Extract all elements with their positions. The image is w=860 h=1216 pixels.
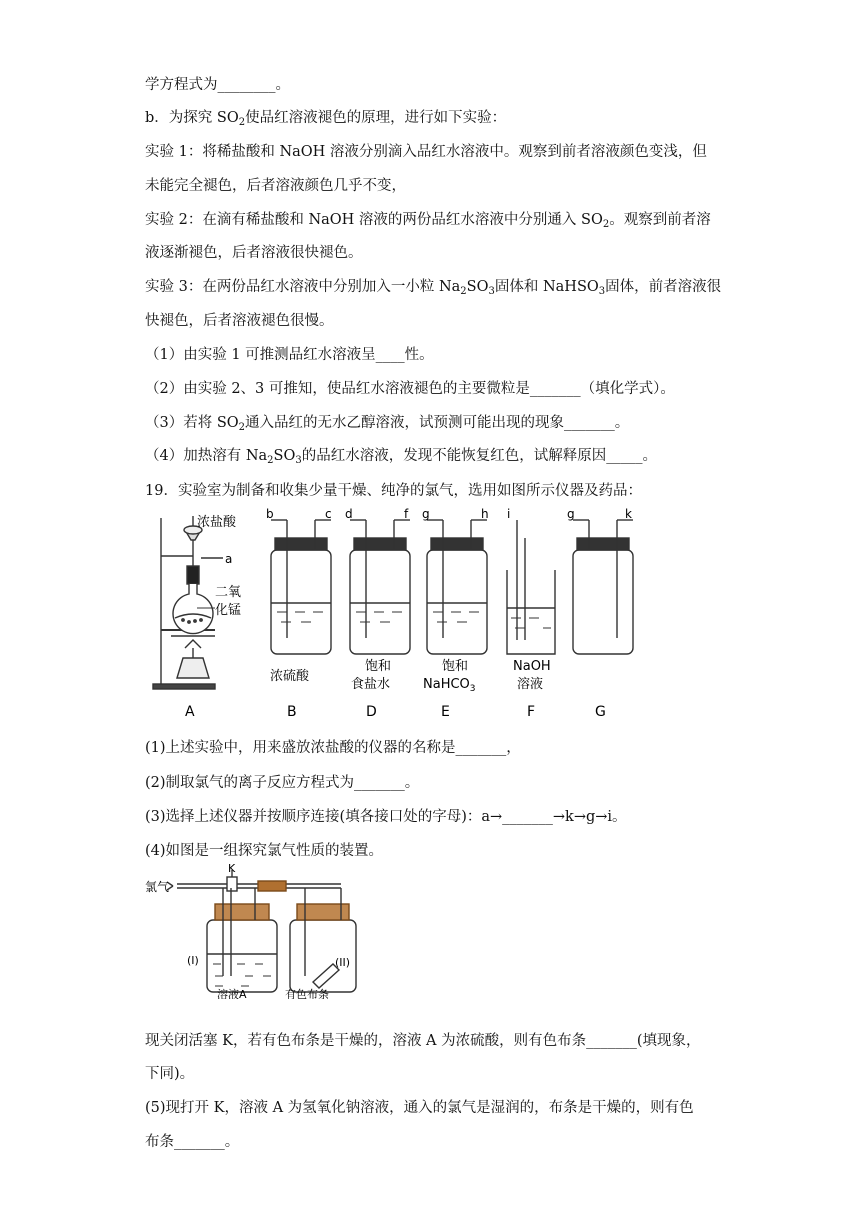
label-valve-K: K	[228, 864, 236, 875]
text-line: 实验 1：将稀盐酸和 NaOH 溶液分别滴入品红水溶液中。观察到前者溶液颜色变浅，但	[145, 144, 707, 160]
apparatus-figure	[145, 508, 635, 723]
apparatus-E	[427, 520, 487, 654]
label-e1: 饱和	[442, 659, 469, 674]
text-line: b．为探究 $SO_2$使品红溶液褪色的原理，进行如下实验：	[145, 110, 507, 128]
text-line: 未能完全褪色，后者溶液颜色几乎不变，	[145, 178, 406, 194]
label-f1: NaOH	[513, 659, 551, 674]
chlorine-property-figure	[145, 864, 360, 999]
letter-F: F	[527, 704, 536, 720]
text-line: 学方程式为________。	[145, 77, 290, 93]
label-e2: NaHCO$_3$	[423, 677, 476, 694]
text-line: 布条_______。	[145, 1134, 240, 1150]
apparatus-A	[153, 516, 223, 689]
label-b: 浓硫酸	[270, 669, 310, 684]
text-line: 快褪色，后者溶液褪色很慢。	[145, 313, 334, 329]
port-d: d	[345, 508, 353, 521]
question-4: （4）加热溶有 $Na_2SO_3$的品红水溶液，发现不能恢复红色，试解释原因_____。	[145, 448, 657, 466]
port-f: f	[404, 508, 409, 521]
text-line: 实验 2：在滴有稀盐酸和 NaOH 溶液的两份品红水溶液中分别通入 $SO_2$。观察到前者溶	[145, 212, 711, 230]
question-19-4: (4)如图是一组探究氯气性质的装置。	[145, 843, 384, 859]
port-i: i	[507, 508, 511, 521]
apparatus-G	[573, 520, 633, 654]
port-k: k	[625, 508, 632, 521]
question-19-1: (1)上述实验中，用来盛放浓盐酸的仪器的名称是_______，	[145, 740, 521, 756]
port-h: h	[481, 508, 489, 521]
label-mno2-1: 二氧	[215, 585, 242, 600]
port-g: g	[422, 508, 430, 521]
text-line: 液逐渐褪色，后者溶液很快褪色。	[145, 245, 363, 261]
apparatus-F	[507, 520, 555, 654]
question-19-2: (2)制取氯气的离子反应方程式为_______。	[145, 775, 420, 791]
question-2: （2）由实验 2、3 可推知，使品红水溶液褪色的主要微粒是_______（填化学式）。	[145, 381, 675, 397]
question-19-5: (5)现打开 K，溶液 A 为氢氧化钠溶液，通入的氯气是湿润的，布条是干燥的，则有色	[145, 1100, 694, 1116]
text-line: 下同)。	[145, 1066, 195, 1082]
label-bottle-I: (I)	[187, 954, 199, 967]
label-chlorine: 氯气	[145, 880, 170, 894]
label-d1: 饱和	[365, 659, 392, 674]
apparatus-B	[271, 520, 331, 654]
letter-D: D	[366, 704, 377, 720]
problem-19-title: 19．实验室为制备和收集少量干燥、纯净的氯气，选用如图所示仪器及药品：	[145, 483, 642, 499]
label-f2: 溶液	[517, 677, 544, 692]
letter-B: B	[287, 704, 297, 720]
question-19-3: (3)选择上述仪器并按顺序连接(填各接口处的字母)：a→_______→k→g→i。	[145, 809, 627, 825]
port-a: a	[225, 552, 233, 566]
port-g2: g	[567, 508, 575, 521]
question-1: （1）由实验 1 可推测品红水溶液呈____性。	[145, 347, 434, 363]
label-mno2-2: 化锰	[215, 603, 242, 618]
label-bottle-II: (II)	[335, 956, 351, 969]
label-colored-cloth: 有色布条	[285, 988, 329, 999]
letter-E: E	[441, 704, 450, 720]
label-conc-hcl: 浓盐酸	[197, 515, 237, 530]
port-c: c	[325, 508, 332, 521]
port-b: b	[266, 508, 274, 521]
text-line: 实验 3：在两份品红水溶液中分别加入一小粒 $Na_2SO_3$固体和 NaHSO$_3$固体，前者溶液很	[145, 279, 722, 297]
letter-G: G	[595, 704, 606, 720]
question-19-4-text: 现关闭活塞 K，若有色布条是干燥的，溶液 A 为浓硫酸，则有色布条_______(填现象，	[145, 1033, 701, 1049]
label-d2: 食盐水	[351, 677, 391, 692]
question-3: （3）若将 $SO_2$通入品红的无水乙醇溶液，试预测可能出现的现象_______。	[145, 415, 630, 433]
apparatus-D	[350, 520, 410, 654]
letter-A: A	[185, 704, 195, 720]
label-solution-A: 溶液A	[217, 988, 247, 999]
